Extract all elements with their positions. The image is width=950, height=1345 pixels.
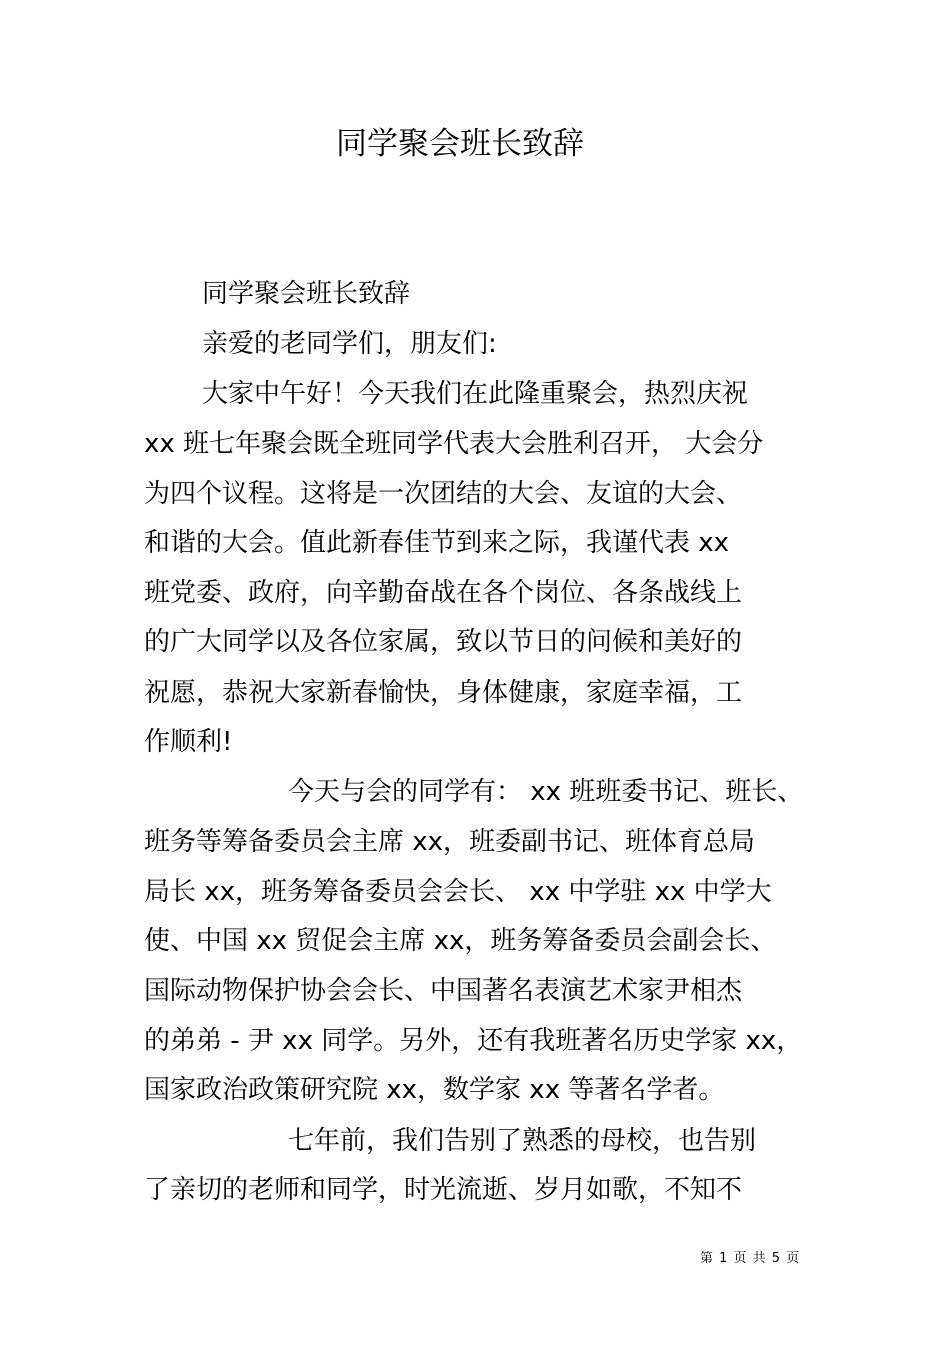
body-line: 班党委、政府，向辛勤奋战在各个岗位、各条战线上 bbox=[144, 578, 743, 608]
body-line: xx 班七年聚会既全班同学代表大会胜利召开， 大会分 bbox=[144, 429, 764, 459]
document-title: 同学聚会班长致辞 bbox=[336, 126, 584, 162]
body-line: 局长 xx，班务筹备委员会会长、 xx 中学驻 xx 中学大 bbox=[144, 877, 772, 907]
body-line: 同学聚会班长致辞 bbox=[202, 279, 411, 309]
body-line: 班务等筹备委员会主席 xx，班委副书记、班体育总局 bbox=[144, 827, 756, 857]
body-line: 为四个议程。这将是一次团结的大会、友谊的大会、 bbox=[144, 479, 743, 509]
body-line: 今天与会的同学有： xx 班班委书记、班长、 bbox=[288, 777, 804, 807]
body-line: 七年前，我们告别了熟悉的母校，也告别 bbox=[288, 1126, 757, 1156]
body-line: 和谐的大会。值此新春佳节到来之际，我谨代表 xx bbox=[144, 528, 730, 558]
body-line: 国家政治政策研究院 xx，数学家 xx 等著名学者。 bbox=[144, 1075, 725, 1105]
body-line: 作顺利! bbox=[144, 727, 233, 757]
body-line: 使、中国 xx 贸促会主席 xx，班务筹备委员会副会长、 bbox=[144, 926, 777, 956]
body-line: 国际动物保护协会会长、中国著名表演艺术家尹相杰 bbox=[144, 976, 743, 1006]
body-line: 大家中午好！今天我们在此隆重聚会，热烈庆祝 bbox=[202, 379, 749, 409]
body-line: 祝愿，恭祝大家新春愉快，身体健康，家庭幸福，工 bbox=[144, 678, 743, 708]
body-line: 亲爱的老同学们，朋友们: bbox=[202, 329, 497, 359]
body-line: 了亲切的老师和同学，时光流逝、岁月如歌，不知不 bbox=[144, 1175, 743, 1205]
body-line: 的广大同学以及各位家属，致以节日的问候和美好的 bbox=[144, 627, 743, 657]
body-line: 的弟弟 - 尹 xx 同学。另外，还有我班著名历史学家 xx， bbox=[144, 1026, 803, 1056]
page-number-footer: 第 1 页 共 5 页 bbox=[700, 1251, 801, 1266]
